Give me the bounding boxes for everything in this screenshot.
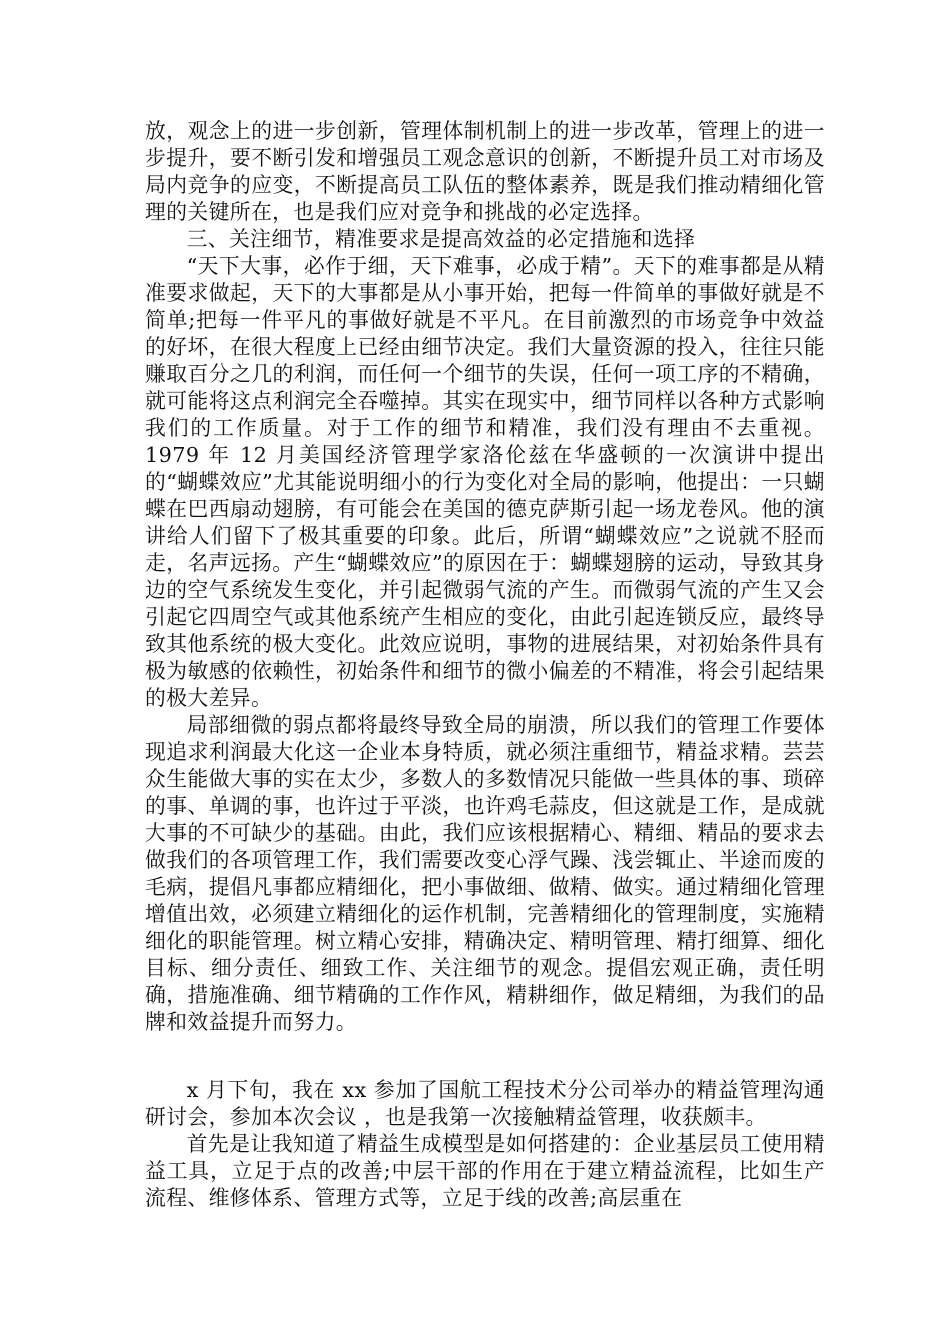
paragraph-seminar: x 月下旬，我在 xx 参加了国航工程技术分公司举办的精益管理沟通研讨会，参加本次会议 ，也是我第一次接触精益管理，收获颇丰。	[145, 1078, 825, 1129]
paragraph-continuation: 放，观念上的进一步创新，管理体制机制上的进一步改革，管理上的进一步提升，要不断引发和增强员工观念意识的创新，不断提升员工对市场及局内竞争的应变，不断提高员工队伍的整体素养，既是我们推动精细化管理的关键所在，也是我们应对竞争和挑战的必定选择。	[145, 119, 825, 224]
section-heading: 三、关注细节，精准要求是提高效益的必定措施和选择	[186, 227, 696, 251]
paragraph-details: 局部细微的弱点都将最终导致全局的崩溃，所以我们的管理工作要体现追求利润最大化这一企业本身特质，就必须注重细节，精益求精。芸芸众生能做大事的实在太少，多数人的多数情况只能做一些具体的事、琐碎的事、单调的事，也许过于平淡，也许鸡毛蒜皮，但这就是工作，是成就大事的不可缺少的基础。由此，我们应该根据精心、精细、精品的要求去做我们的各项管理工作，我们需要改变心浮气躁、浅尝辄止、半途而废的毛病，提倡凡事都应精细化，把小事做细、做精、做实。通过精细化管理增值出效，必须建立精细化的运作机制，完善精细化的管理制度，实施精细化的职能管理。树立精心安排，精确决定、精明管理、精打细算、细化目标、细分责任、细致工作、关注细节的观念。提倡宏观正确，责任明确，措施准确、细节精确的工作作风，精耕细作，做足精细，为我们的品牌和效益提升而努力。	[145, 713, 825, 1034]
paragraph-gap	[145, 1036, 825, 1077]
paragraph-lean-model: 首先是让我知道了精益生成模型是如何搭建的：企业基层员工使用精益工具，立足于点的改善;中层干部的作用在于建立精益流程，比如生产流程、维修体系、管理方式等，立足于线的改善;高层重在	[145, 1132, 825, 1210]
document-page	[145, 118, 825, 1212]
paragraph-butterfly-effect: “天下大事，必作于细，天下难事，必成于精”。天下的难事都是从精准要求做起，天下的大事都是从小事开始，把每一件简单的事做好就是不简单;把每一件平凡的事做好就是不平凡。在目前激烈的市场竞争中效益的好坏，在很大程度上已经由细节决定。我们大量资源的投入，往往只能赚取百分之几的利润，而任何一个细节的失误，任何一项工序的不精确，就可能将这点利润完全吞噬掉。其实在现实中，细节同样以各种方式影响我们的工作质量。对于工作的细节和精准，我们没有理由不去重视。1979 年 12 月美国经济管理学家洛伦兹在华盛顿的一次演讲中提出的“蝴蝶效应”尤其能说明细小的行为变化对全局的影响，他提出：一只蝴蝶在巴西扇动翅膀，有可能会在美国的德克萨斯引起一场龙卷风。他的演讲给人们留下了极其重要的印象。此后，所谓“蝴蝶效应”之说就不胫而走，名声远扬。产生“蝴蝶效应”的原因在于：蝴蝶翅膀的运动，导致其身边的空气系统发生变化，并引起微弱气流的产生。而微弱气流的产生又会引起它四周空气或其他系统产生相应的变化，由此引起连锁反应，最终导致其他系统的极大变化。此效应说明，事物的进展结果，对初始条件具有极为敏感的依赖性，初始条件和细节的微小偏差的不精准，将会引起结果的极大差异。	[145, 254, 825, 710]
